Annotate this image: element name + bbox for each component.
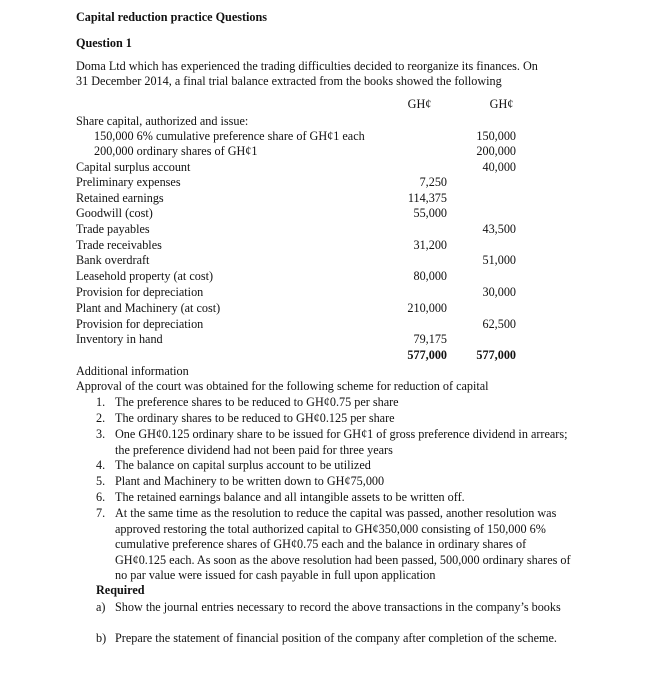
list-item: Plant and Machinery to be written down to GH¢75,000 bbox=[115, 474, 385, 488]
tb-row-debit: 55,000 bbox=[413, 206, 447, 220]
list-item: The preference shares to be reduced to GH¢0.75 per share bbox=[115, 395, 399, 409]
tb-total-credit: 577,000 bbox=[476, 348, 516, 362]
list-item: The balance on capital surplus account to be utilized bbox=[115, 458, 371, 472]
tb-row-label: Share capital, authorized and issue: bbox=[76, 114, 249, 128]
tb-total-debit: 577,000 bbox=[407, 348, 447, 362]
required-heading: Required bbox=[96, 583, 145, 597]
tb-row-label: Provision for depreciation bbox=[76, 285, 204, 299]
list-item: At the same time as the resolution to reduce the capital was passed, another resolution was approved restoring the total authorized capital to GH¢350,000 consisting of 150,000 6% cumulative preference shares of GH¢0.75 each and the balance in ordinary shares of GH¢0.125 each. As soon as the above resolution had been passed, 500,000 ordinary shares of no par value were issued for cash payable in full upon application bbox=[115, 506, 571, 582]
list-item-number: 5. bbox=[96, 474, 106, 488]
additional-info-heading: Additional information bbox=[76, 364, 189, 378]
intro-line-2: 31 December 2014, a final trial balance extracted from the books showed the following bbox=[76, 74, 502, 88]
list-item-number: 7. bbox=[96, 506, 106, 520]
tb-row-credit: 30,000 bbox=[482, 285, 516, 299]
tb-row-credit: 51,000 bbox=[482, 253, 516, 267]
tb-row-credit: 40,000 bbox=[482, 160, 516, 174]
tb-row-label: Preliminary expenses bbox=[76, 175, 181, 189]
tb-row-label: Trade receivables bbox=[76, 238, 162, 252]
tb-row-credit: 150,000 bbox=[476, 129, 516, 143]
tb-row-label: Capital surplus account bbox=[76, 160, 191, 174]
tb-row-credit: 62,500 bbox=[482, 317, 516, 331]
list-item-number: a) bbox=[96, 600, 106, 614]
tb-row-label: Bank overdraft bbox=[76, 253, 150, 267]
list-item-number: 3. bbox=[96, 427, 106, 441]
tb-row-label: Plant and Machinery (at cost) bbox=[76, 301, 221, 315]
list-item-number: b) bbox=[96, 631, 107, 645]
tb-row-label: 150,000 6% cumulative preference share of GH¢1 each bbox=[94, 129, 365, 143]
tb-row-debit: 80,000 bbox=[413, 269, 447, 283]
debit-column-header: GH¢ bbox=[407, 97, 432, 111]
list-item: The ordinary shares to be reduced to GH¢0.125 per share bbox=[115, 411, 395, 425]
tb-row-credit: 200,000 bbox=[476, 144, 516, 158]
tb-row-debit: 31,200 bbox=[413, 238, 447, 252]
tb-row-label: Retained earnings bbox=[76, 191, 164, 205]
tb-row-label: 200,000 ordinary shares of GH¢1 bbox=[94, 144, 258, 158]
list-item: One GH¢0.125 ordinary share to be issued for GH¢1 of gross preference dividend in arrears; the preference dividend had not been paid for three years bbox=[115, 427, 568, 457]
tb-row-label: Leasehold property (at cost) bbox=[76, 269, 214, 283]
list-item: Show the journal entries necessary to record the above transactions in the company’s books bbox=[115, 600, 561, 614]
tb-row-debit: 79,175 bbox=[413, 332, 447, 346]
list-item: The retained earnings balance and all intangible assets to be written off. bbox=[115, 490, 465, 504]
list-item: Prepare the statement of financial position of the company after completion of the scheme. bbox=[115, 631, 557, 645]
tb-row-label: Trade payables bbox=[76, 222, 150, 236]
tb-row-debit: 7,250 bbox=[419, 175, 447, 189]
list-item-number: 6. bbox=[96, 490, 106, 504]
tb-row-label: Goodwill (cost) bbox=[76, 206, 153, 220]
list-item-number: 2. bbox=[96, 411, 106, 425]
credit-column-header: GH¢ bbox=[489, 97, 514, 111]
tb-row-credit: 43,500 bbox=[482, 222, 516, 236]
tb-row-label: Inventory in hand bbox=[76, 332, 163, 346]
tb-row-label: Provision for depreciation bbox=[76, 317, 204, 331]
approval-text: Approval of the court was obtained for the following scheme for reduction of capital bbox=[76, 379, 489, 393]
question-heading: Question 1 bbox=[76, 36, 132, 50]
tb-row-debit: 114,375 bbox=[407, 191, 447, 205]
tb-row-debit: 210,000 bbox=[407, 301, 447, 315]
page-title: Capital reduction practice Questions bbox=[76, 10, 268, 24]
intro-line-1: Doma Ltd which has experienced the trading difficulties decided to reorganize its finances. On bbox=[76, 59, 538, 73]
list-item-number: 4. bbox=[96, 458, 106, 472]
list-item-number: 1. bbox=[96, 395, 106, 409]
